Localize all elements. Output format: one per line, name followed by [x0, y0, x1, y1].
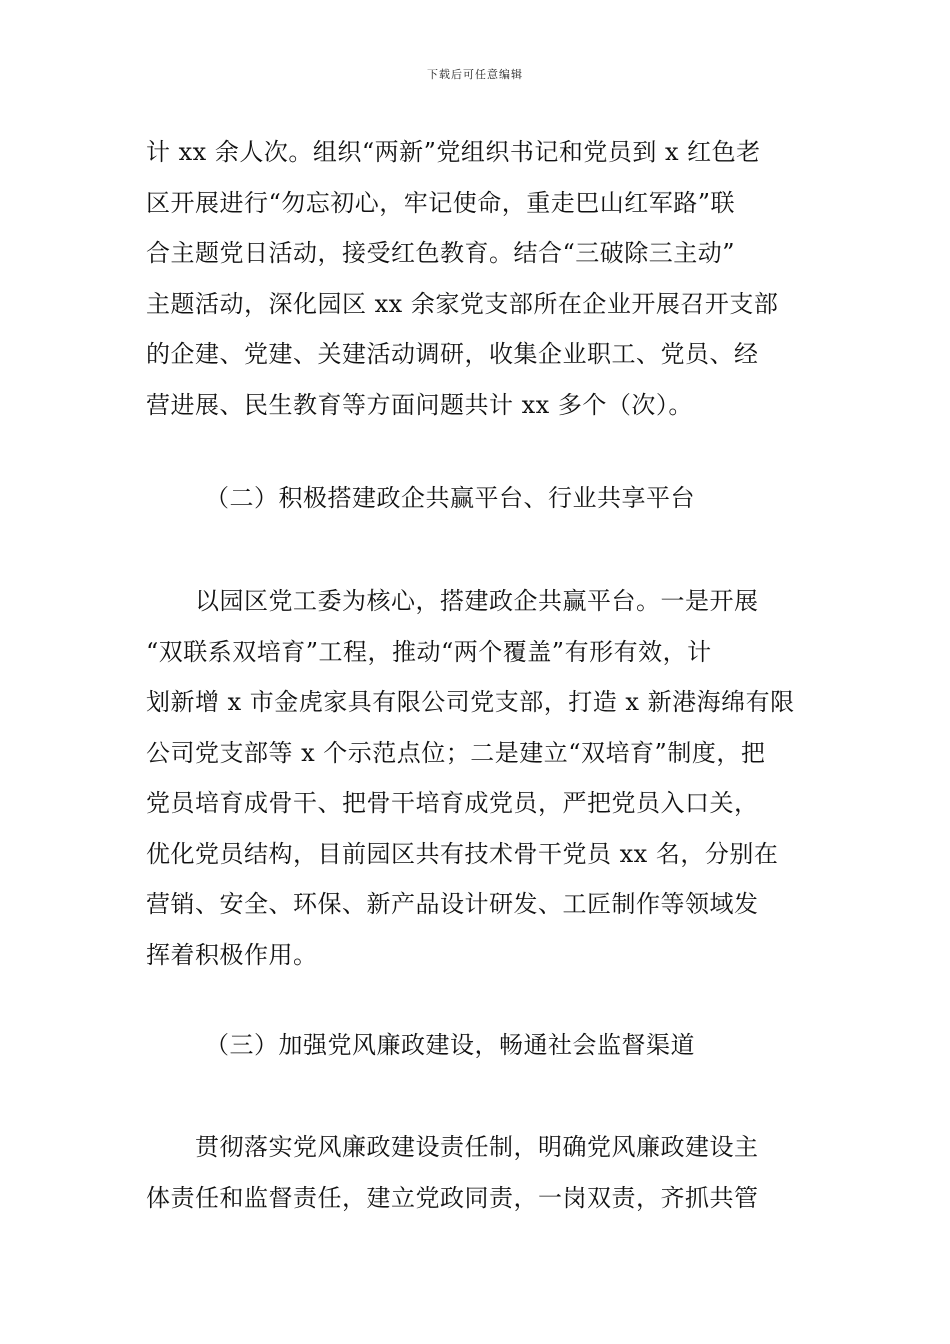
paragraph-2-line: 党员培育成骨干、把骨干培育成党员，严把党员入口关， — [146, 789, 759, 817]
paragraph-1-line: 营进展、民生教育等方面问题共计 xx 多个（次）。 — [146, 390, 693, 419]
paragraph-2-line: 挥着积极作用。 — [146, 940, 318, 969]
paragraph-2-line: 公司党支部等 x 个示范点位；二是建立“双培育”制度，把 — [146, 738, 766, 767]
paragraph-2 — [146, 576, 806, 980]
paragraph-1-line: 区开展进行“勿忘初心，牢记使命，重走巴山红军路”联 — [146, 188, 736, 217]
paragraph-2-line: 划新增 x 市金虎家具有限公司党支部，打造 x 新港海绵有限 — [146, 688, 795, 716]
paragraph-1 — [146, 127, 806, 430]
header-note: 下载后可任意编辑 — [427, 68, 523, 81]
section-heading-2: （二）积极搭建政企共赢平台、行业共享平台 — [205, 484, 695, 512]
section-heading-3: （三）加强党风廉政建设，畅通社会监督渠道 — [205, 1031, 695, 1059]
paragraph-1-line: 主题活动，深化园区 xx 余家党支部所在企业开展召开支部 — [146, 289, 779, 318]
paragraph-1-line: 的企建、党建、关建活动调研，收集企业职工、党员、经 — [146, 340, 759, 368]
paragraph-2-line: “双联系双培育”工程，推动“两个覆盖”有形有效，计 — [146, 637, 712, 666]
paragraph-3-line: 体责任和监督责任，建立党政同责，一岗双责，齐抓共管 — [146, 1183, 759, 1212]
paragraph-1-line: 合主题党日活动，接受红色教育。结合“三破除三主动” — [146, 239, 736, 267]
paragraph-2-line: 营销、安全、环保、新产品设计研发、工匠制作等领域发 — [146, 890, 759, 918]
paragraph-3-line: 贯彻落实党风廉政建设责任制，明确党风廉政建设主 — [146, 1133, 759, 1161]
paragraph-1-line: 计 xx 余人次。组织“两新”党组织书记和党员到 x 红色老 — [146, 138, 761, 166]
paragraph-2-line: 以园区党工委为核心，搭建政企共赢平台。一是开展 — [146, 587, 759, 615]
paragraph-3 — [146, 1122, 806, 1223]
paragraph-2-line: 优化党员结构，目前园区共有技术骨干党员 xx 名，分别在 — [146, 839, 779, 868]
